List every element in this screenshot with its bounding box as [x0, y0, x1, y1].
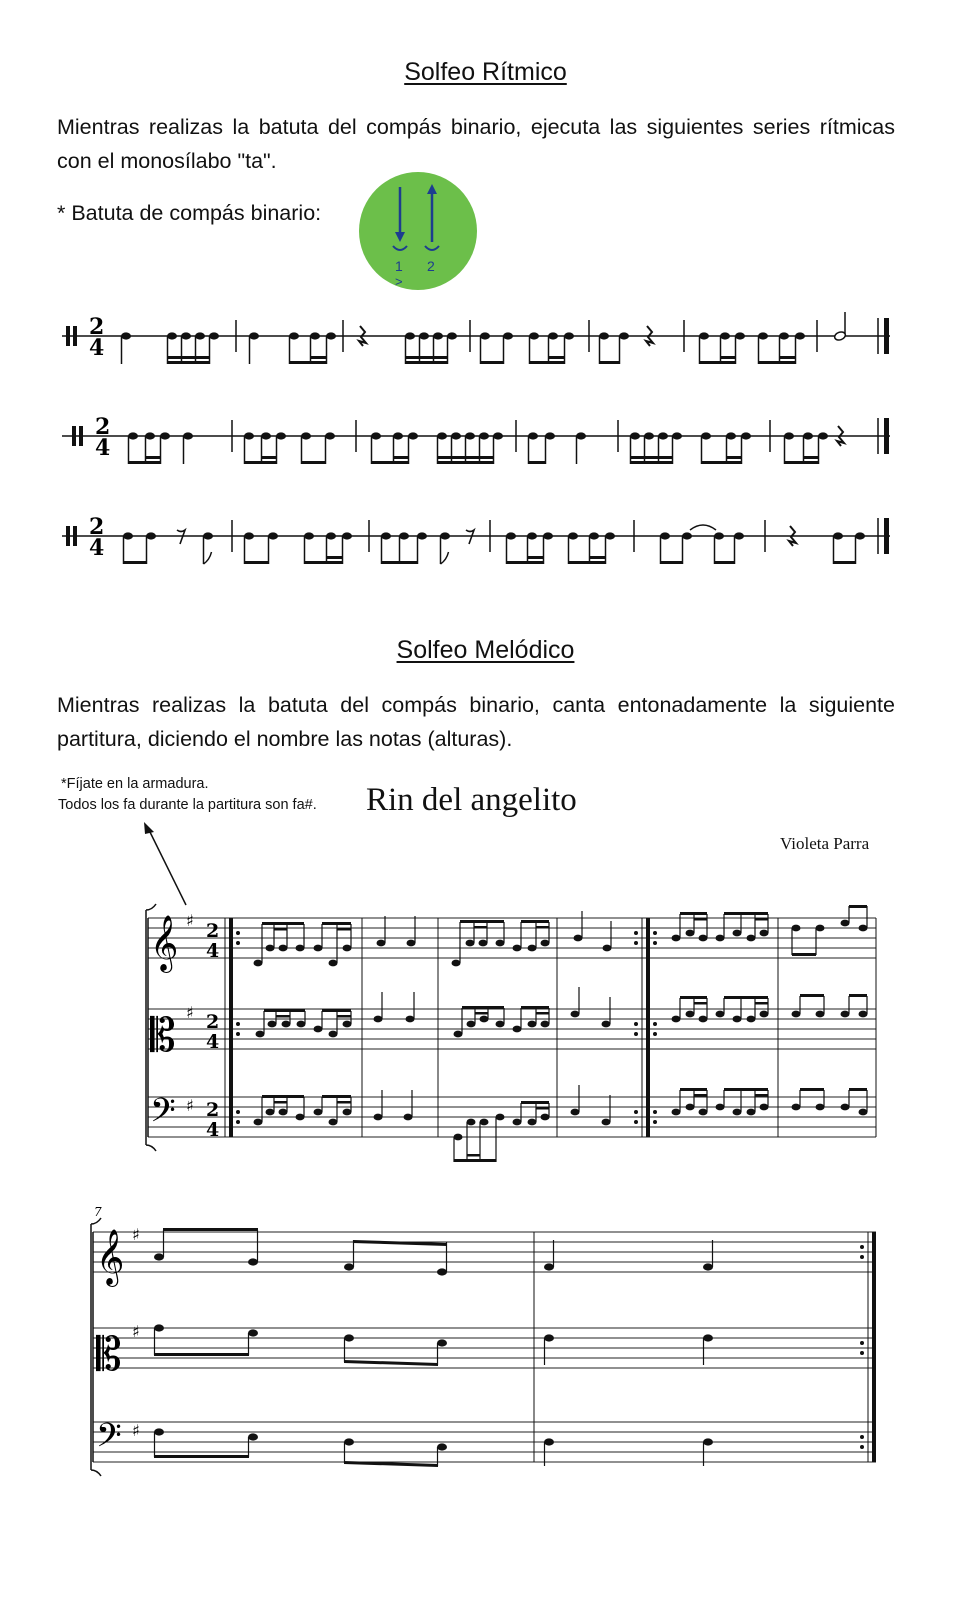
rhythm-line-1 [0, 300, 971, 380]
accent-mark: > [395, 274, 403, 289]
rhythm-line-3 [0, 500, 971, 580]
sharp-alto: ♯ [186, 1003, 194, 1022]
time-sig-bottom: 4 [89, 335, 105, 361]
treble-clef-icon: 𝄞 [150, 915, 179, 971]
note-line-2: Todos los fa durante la partitura son fa#. [58, 797, 317, 813]
time-sig-bottom: 4 [206, 1119, 220, 1141]
sharp-treble: ♯ [186, 911, 194, 930]
time-sig-top: 2 [89, 314, 105, 340]
time-sig-top: 2 [206, 1011, 220, 1033]
measure-number: 7 [94, 1205, 102, 1219]
song-title: Rin del angelito [366, 782, 577, 818]
time-sig-top: 2 [206, 920, 220, 942]
time-sig-top: 2 [206, 1099, 220, 1121]
time-sig-bottom: 4 [95, 435, 111, 461]
sharp-alto: ♯ [132, 1322, 140, 1341]
rhythmic-instructions: Mientras realizas la batuta del compás binario, ejecuta las siguientes series rítmicas con el monosílabo "ta". [57, 115, 895, 173]
pointer-arrow-icon [140, 820, 200, 910]
beat-1: 1 [395, 258, 403, 274]
time-sig-bottom: 4 [89, 535, 105, 561]
bass-clef-icon: 𝄢 [150, 1092, 176, 1138]
alto-clef-icon: 𝄡 [150, 1008, 176, 1062]
batuta-label: * Batuta de compás binario: [57, 201, 322, 225]
key-signature-note [58, 774, 317, 816]
alto-clef-icon: 𝄡 [96, 1327, 122, 1381]
batuta-diagram [355, 170, 485, 295]
time-sig-bottom: 4 [206, 1031, 220, 1053]
batuta-circle [359, 172, 477, 290]
sharp-bass: ♯ [132, 1421, 140, 1440]
time-sig-top: 2 [95, 414, 111, 440]
score-system-1 [0, 900, 971, 1160]
rhythmic-title: Solfeo Rítmico [404, 58, 567, 86]
note-line-1: *Fíjate en la armadura. [61, 776, 209, 792]
time-sig-bottom: 4 [206, 940, 220, 962]
composer: Violeta Parra [780, 834, 870, 853]
treble-clef-icon: 𝄞 [96, 1229, 125, 1285]
sharp-treble: ♯ [132, 1225, 140, 1244]
sharp-bass: ♯ [186, 1096, 194, 1115]
melodic-instructions: Mientras realizas la batuta del compás binario, canta entonadamente la siguiente partitura, diciendo el nombre las notas (alturas). [57, 693, 895, 751]
rhythm-line-2 [0, 400, 971, 480]
time-sig-top: 2 [89, 514, 105, 540]
beat-2: 2 [427, 258, 435, 274]
score-system-2 [0, 1200, 971, 1480]
bass-clef-icon: 𝄢 [96, 1417, 122, 1463]
melodic-title: Solfeo Melódico [396, 636, 575, 664]
